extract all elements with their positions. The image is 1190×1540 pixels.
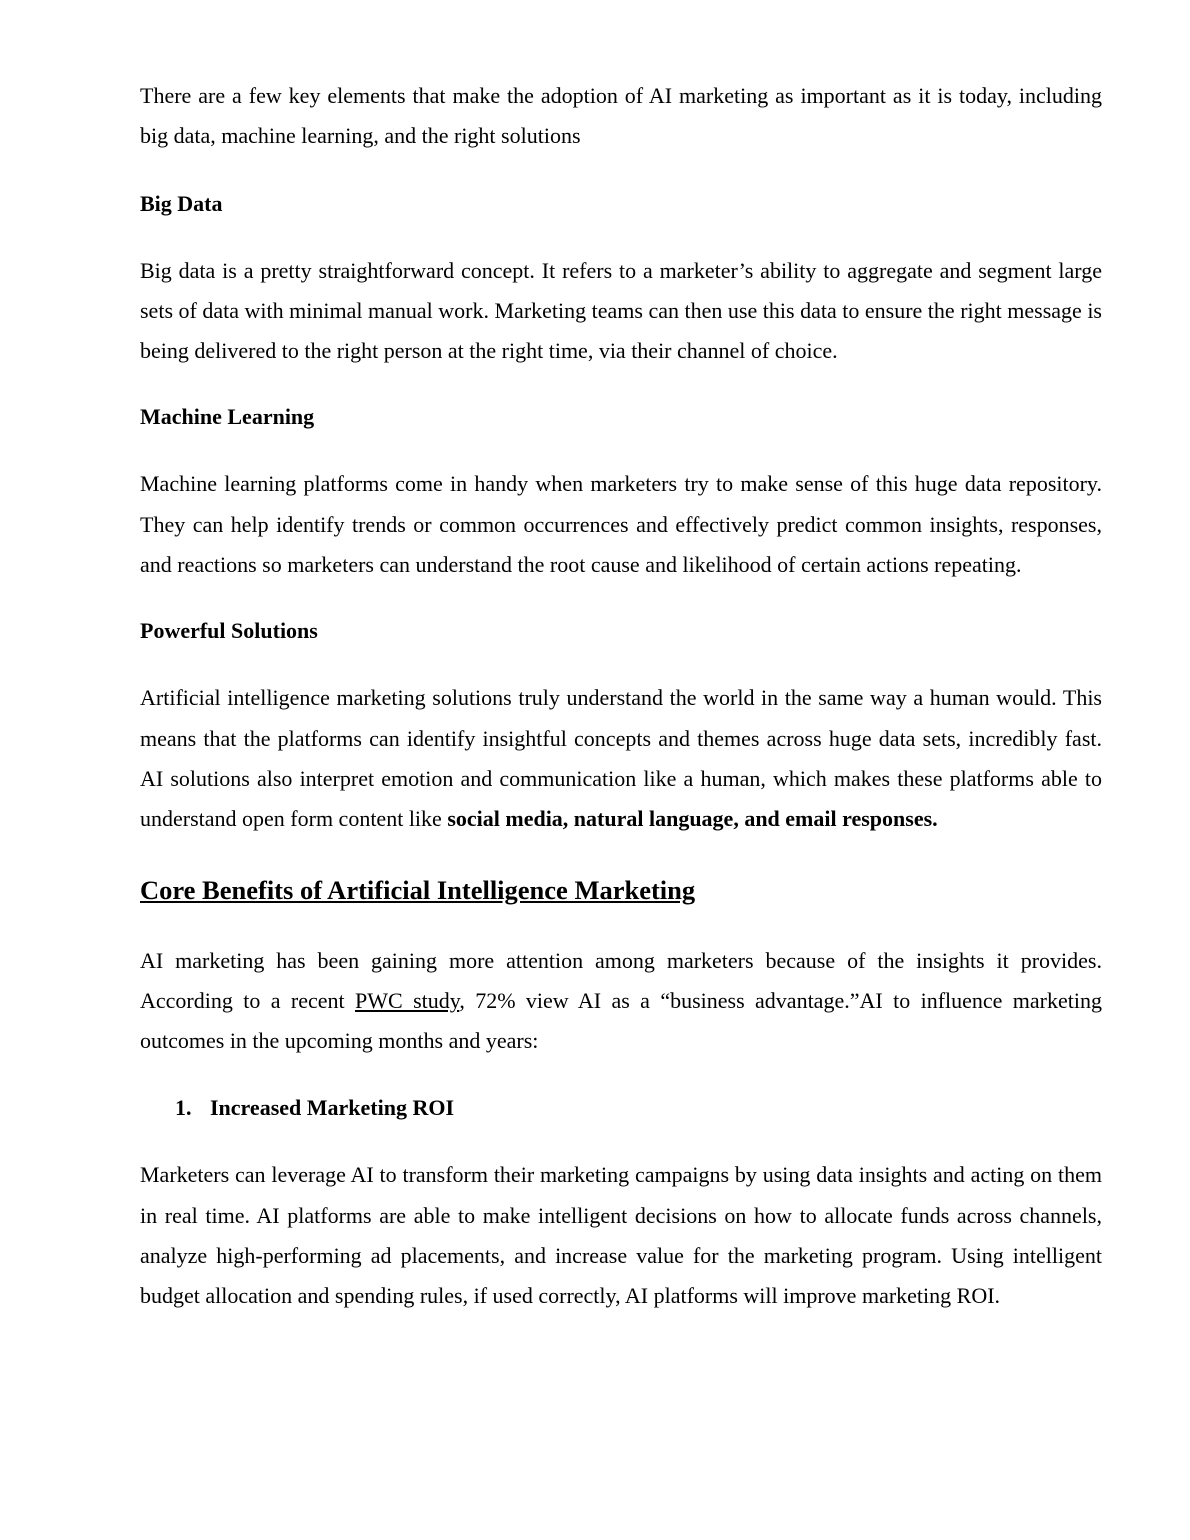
list-item-label: Increased Marketing ROI: [210, 1095, 455, 1121]
core-benefits-text-before: AI marketing has been gaining more attention among marketers because of the insights it provides. According to a recent: [140, 947, 1102, 1013]
pwc-study-link[interactable]: PWC study: [355, 987, 460, 1013]
list-item-number: 1.: [175, 1095, 192, 1121]
powerful-solutions-paragraph: [140, 678, 1102, 839]
list-item-increased-roi: [140, 1088, 1102, 1128]
core-benefits-text-after: , 72% view AI as a “business advantage.”AI to influence marketing outcomes in the upcoming months and years:: [140, 987, 1102, 1054]
powerful-solutions-heading: Powerful Solutions: [140, 618, 318, 644]
big-data-paragraph: Big data is a pretty straightforward concept. It refers to a marketer’s ability to aggregate and segment large sets of data with minimal manual work. Marketing teams can then use this data to ensure the right message is being delivered to the right person at the right time, via their channel of choice.: [140, 257, 1102, 364]
roi-paragraph: Marketers can leverage AI to transform their marketing campaigns by using data insights and acting on them in real time. AI platforms are able to make intelligent decisions on how to allocate funds across channels, analyze high-performing ad placements, and increase value for the marketing program. Using intelligent budget allocation and spending rules, if used correctly, AI platforms will improve marketing ROI.: [140, 1162, 1102, 1309]
core-benefits-heading: Core Benefits of Artificial Intelligence Marketing: [140, 874, 696, 905]
core-benefits-paragraph: [140, 941, 1102, 1062]
document-page: [140, 76, 1102, 1317]
big-data-heading: Big Data: [140, 190, 223, 216]
machine-learning-paragraph: Machine learning platforms come in handy when marketers try to make sense of this huge data repository. They can help identify trends or common occurrences and effectively predict common insights, responses, and reactions so marketers can understand the root cause and likelihood of certain actions repeating.: [140, 471, 1102, 578]
powerful-solutions-bold-text: social media, natural language, and email responses.: [447, 806, 938, 832]
powerful-solutions-text: Artificial intelligence marketing solutions truly understand the world in the same way a human would. This means that the platforms can identify insightful concepts and themes across huge data sets, incredibly fast. AI solutions also interpret emotion and communication like a human, which makes these platforms able to understand open form content like: [140, 685, 1102, 832]
intro-paragraph: There are a few key elements that make the adoption of AI marketing as important as it is today, including big data, machine learning, and the right solutions: [140, 83, 1102, 149]
machine-learning-heading: Machine Learning: [140, 404, 315, 430]
